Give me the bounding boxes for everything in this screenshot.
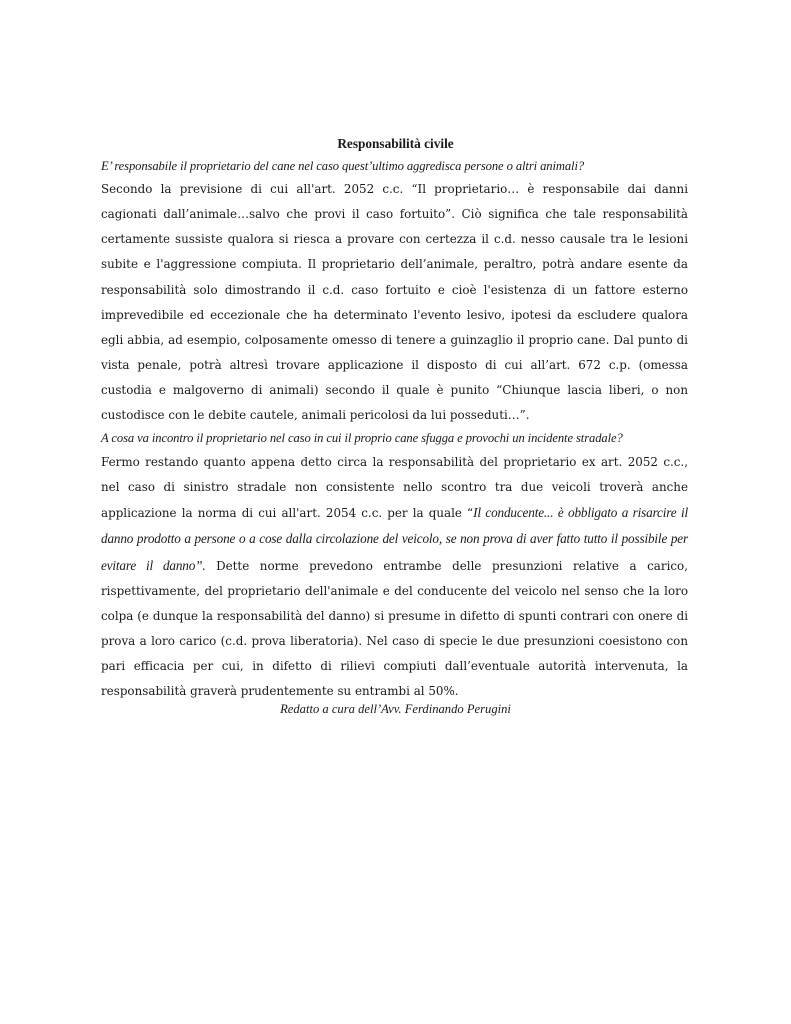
author-signature: Redatto a cura dell’Avv. Ferdinando Perugini xyxy=(280,702,511,716)
paragraph-2 xyxy=(101,450,688,705)
paragraph-2-quote: Il conducente... è obbligato a risarcire il danno prodotto a persone o a cose dalla circolazione del veicolo, se non prova di aver fatto tutto il possibile per evitare il danno”. xyxy=(101,505,688,573)
question-2: A cosa va incontro il proprietario nel caso in cui il proprio cane sfugga e provochi un incidente stradale? xyxy=(101,431,623,445)
document-title: Responsabilità civile xyxy=(337,136,454,151)
paragraph-2-text-after: Dette norme prevedono entrambe delle presunzioni relative a carico, rispettivamente, del proprietario dell'animale e del conducente del veicolo nel senso che la loro colpa (e dunque la responsabilità del danno) si presume in difetto di spunti contrari con onere di prova a loro carico (c.d. prova liberatoria). Nel caso di specie le due presunzioni coesistono con pari efficacia per cui, in difetto di rilievi compiuti dall’eventuale autorità intervenuta, la responsabilità graverà prudentemente su entrambi al 50%. xyxy=(101,558,688,699)
paragraph-1: Secondo la previsione di cui all'art. 2052 c.c. “Il proprietario… è responsabile dai danni cagionati dall’animale…salvo che provi il caso fortuito”. Ciò significa che tale responsabilità certamente sussiste qualora si riesca a provare con certezza il c.d. nesso causale tra le lesioni subite e l'aggressione compiuta. Il proprietario dell’animale, peraltro, potrà andare esente da responsabilità solo dimostrando il c.d. caso fortuito e cioè l'esistenza di un fattore esterno imprevedibile ed eccezionale che ha determinato l'evento lesivo, ipotesi da escludere qualora egli abbia, ad esempio, colposamente omesso di tenere a guinzaglio il proprio cane. Dal punto di vista penale, potrà altresì trovare applicazione il disposto di cui all’art. 672 c.p. (omessa custodia e malgoverno di animali) secondo il quale è punito “Chiunque lascia liberi, o non custodisce con le debite cautele, animali pericolosi da lui posseduti…”. xyxy=(101,182,688,423)
paragraph-2-text-before: Fermo restando quanto appena detto circa la responsabilità del proprietario ex art. 2052 c.c., nel caso di sinistro stradale non consistente nello scontro tra due veicoli troverà anche applicazione la norma di cui all'art. 2054 c.c. per la quale “ xyxy=(101,455,688,521)
question-1: E’ responsabile il proprietario del cane nel caso quest’ultimo aggredisca persone o altri animali? xyxy=(101,159,585,173)
